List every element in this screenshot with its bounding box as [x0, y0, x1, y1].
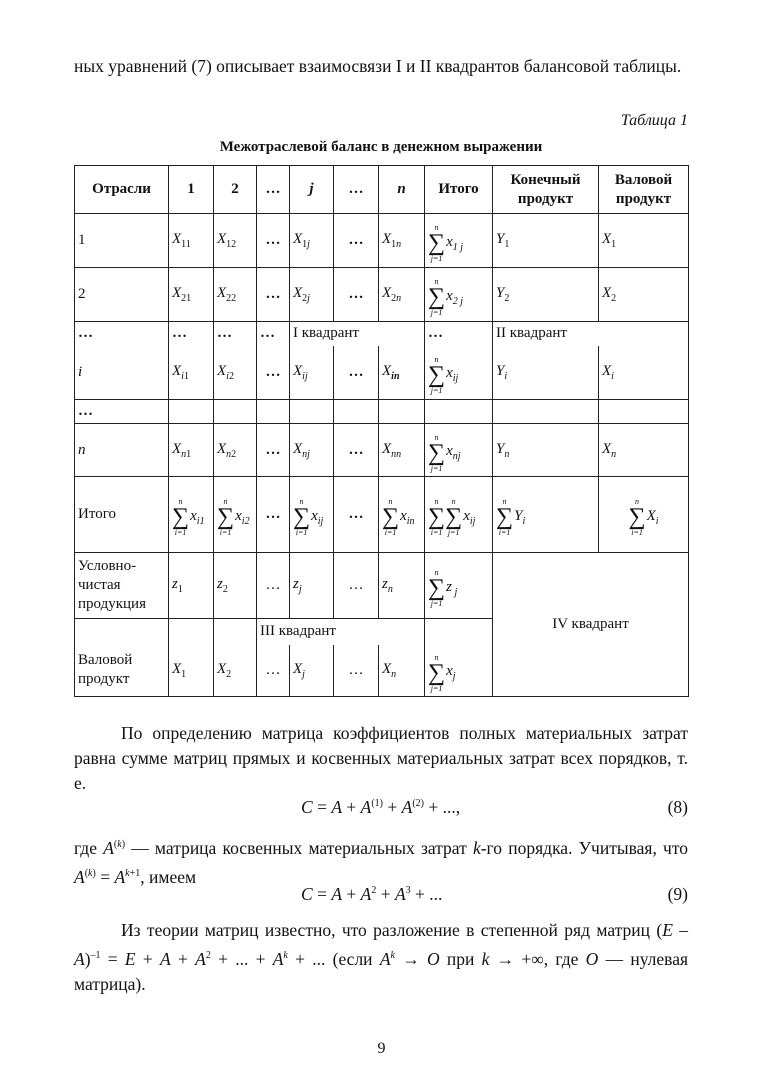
- top-paragraph: ных уравнений (7) описывает взаимосвязи I и II квадрантов балансовой таблицы.: [74, 56, 682, 76]
- table-row: Валовой продукт $X_1$ $X_2$ … $X_j$ … $X_n$ n ∑ j=1 $x_j$: [75, 645, 689, 697]
- header-dots: …: [257, 166, 290, 214]
- header-col-n: n: [379, 166, 425, 214]
- table-row: …: [75, 400, 689, 424]
- table-row: 2 $X_{21}$ $X_{22}$ … $X_{2j}$ … $X_{2n}$ n ∑ j=1 $x_{2 j}$ $Y_2$ $X_2$: [75, 268, 689, 322]
- header-total: Итого: [425, 166, 493, 214]
- page-number: 9: [377, 1040, 386, 1057]
- row-label: Валовой продукт: [75, 645, 169, 697]
- header-sector: Отрасли: [75, 166, 169, 214]
- header-gross-product: Валовой продукт: [599, 166, 689, 214]
- row-label: Итого: [75, 477, 169, 553]
- equation-8-number: (8): [667, 797, 688, 817]
- table-row: Итого n ∑ i=1 $x_{i1}$ n ∑ i=1 $x_{i2}$ … n ∑ i=1 $x_{ij}$ … n ∑ i=1 $x_{in}$ n ∑ i=1 n ∑ j=1 $x_{ij}$ n ∑ i=1 $Y_i$ n ∑ i=1 $X_i$: [75, 477, 689, 553]
- equation-8: $C = A + A^{(1)} + A^{(2)}$ + ...,: [301, 797, 461, 817]
- paragraph-2: По определению матрица коэффициентов полных материальных затрат равна сумме матриц прямых и косвенных материальных затрат всех порядков, т. е.: [74, 723, 688, 793]
- header-col-2: 2: [214, 166, 257, 214]
- equation-9: $C = A + A^2 + A^3$ + ...: [301, 884, 443, 904]
- sum-symbol: n ∑ j=1 $x_{ij}$: [428, 354, 459, 395]
- row-label: n: [75, 424, 169, 477]
- sum-symbol: n ∑ j=1 $x_{1 j}$: [428, 223, 464, 263]
- row-label: Условно-чистая продукция: [75, 553, 169, 619]
- table-label: Таблица 1: [620, 112, 688, 129]
- paragraph-4: Из теории матриц известно, что разложение в степенной ряд матриц $(E - A)^{-1} = E + A + A^2$ + ... + $A^k$ + ... (если $A^k \to O$ при k → +∞, где O — нулевая матрица).: [74, 920, 689, 994]
- sum-symbol: n ∑ j=1 $x_{2 j}$: [428, 277, 464, 317]
- header-row: [75, 166, 689, 214]
- quadrant-3-label: III квадрант: [257, 619, 425, 645]
- sum-symbol: n ∑ j=1 $x_{nj}$: [428, 432, 461, 473]
- equation-9-number: (9): [667, 884, 688, 904]
- header-col-j: j: [290, 166, 334, 214]
- row-label: i: [75, 346, 169, 400]
- header-col-1: 1: [169, 166, 214, 214]
- header-dots: …: [334, 166, 379, 214]
- table-row: Условно-чистая продукция $z_1$ $z_2$ … $z_j$ … $z_n$ n ∑ j=1 z $_j$ IV квадрант: [75, 553, 689, 619]
- row-label: 2: [75, 268, 169, 322]
- table-row: i $X_{i1}$ $X_{i2}$ … $X_{ij}$ … $X_{in}$ n ∑ j=1 $x_{ij}$ $Y_i$ $X_i$: [75, 346, 689, 400]
- header-final-product: Конечный продукт: [493, 166, 599, 214]
- table-row: n $X_{n1}$ $X_{n2}$ … $X_{nj}$ … $X_{nn}$ n ∑ j=1 $x_{nj}$ $Y_n$ $X_n$: [75, 424, 689, 477]
- quadrant-2-label: II квадрант: [493, 322, 689, 346]
- table-row: … … … … I квадрант … II квадрант: [75, 322, 689, 346]
- paragraph-3: где $A^{(k)}$ — матрица косвенных материальных затрат k-го порядка. Учитывая, что $A^{(k)} = A^{k+1}$, имеем: [74, 837, 689, 887]
- quadrant-1-label: I квадрант: [290, 322, 425, 346]
- balance-table: [74, 165, 689, 697]
- row-label: 1: [75, 214, 169, 268]
- quadrant-4-label: IV квадрант: [493, 553, 689, 697]
- table-row: 1 $X_{11}$ $X_{12}$ … $X_{1j}$ … $X_{1n}$ n ∑ j=1 $x_{1 j}$ $Y_1$ $X_1$: [75, 214, 689, 268]
- table-title: Межотраслевой баланс в денежном выражении: [219, 139, 543, 155]
